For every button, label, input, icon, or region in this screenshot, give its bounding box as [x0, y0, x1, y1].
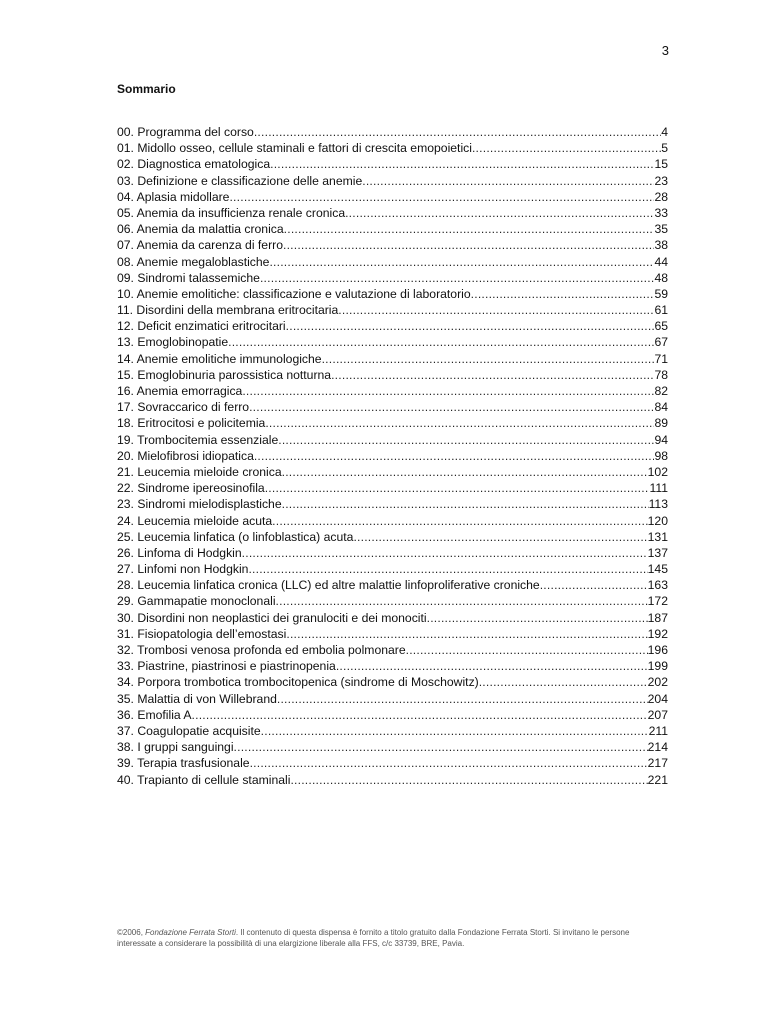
- footer-note: [117, 927, 662, 949]
- toc-entry[interactable]: [117, 610, 668, 626]
- toc-entry-title: 33. Piastrine, piastrinosi e piastrinopenia: [117, 659, 336, 674]
- toc-entry[interactable]: [117, 399, 668, 415]
- toc-dot-leader: [192, 707, 648, 723]
- toc-entry[interactable]: [117, 415, 668, 431]
- toc-dot-leader: [254, 124, 661, 140]
- toc-entry-page: 204: [647, 691, 668, 706]
- toc-dot-leader: [250, 755, 648, 771]
- toc-entry-page: 67: [654, 335, 668, 350]
- toc-entry-title: 35. Malattia di von Willebrand: [117, 691, 277, 706]
- toc-entry-page: 82: [654, 384, 668, 398]
- toc-entry-page: 59: [654, 286, 668, 301]
- toc-entry-title: 25. Leucemia linfatica (o linfoblastica) acuta: [117, 529, 354, 544]
- toc-entry-title: 30. Disordini non neoplastici dei granulociti e dei monociti: [117, 610, 427, 625]
- toc-entry-title: 15. Emoglobinuria parossistica notturna: [117, 367, 332, 382]
- toc-entry[interactable]: [117, 642, 668, 658]
- toc-entry[interactable]: [117, 286, 668, 302]
- toc-dot-leader: [345, 205, 654, 221]
- toc-entry-page: 111: [649, 481, 668, 496]
- toc-entry-title: 19. Trombocitemia essenziale: [117, 432, 279, 447]
- toc-entry-title: 14. Anemie emolitiche immunologiche: [117, 351, 322, 366]
- toc-dot-leader: [242, 545, 648, 561]
- toc-entry-title: 04. Aplasia midollare: [117, 189, 230, 204]
- toc-entry-page: 4: [661, 125, 668, 139]
- toc-entry-page: 78: [654, 367, 668, 382]
- toc-dot-leader: [331, 367, 654, 383]
- toc-entry[interactable]: [117, 577, 668, 593]
- toc-entry-title: 40. Trapianto di cellule staminali: [117, 772, 291, 787]
- toc-entry-page: 71: [654, 351, 668, 366]
- toc-entry-page: 120: [647, 513, 668, 528]
- toc-entry-title: 32. Trombosi venosa profonda ed embolia polmonare: [117, 643, 406, 657]
- toc-dot-leader: [270, 156, 654, 172]
- toc-entry-page: 38: [654, 238, 668, 253]
- toc-entry-title: 23. Sindromi mielodisplastiche: [117, 497, 282, 512]
- toc-entry-page: 23: [654, 173, 668, 188]
- footer-text: . Il contenuto di questa dispensa è fornito a titolo gratuito dalla Fondazione Ferrata Storti. Si invitano le persone interessate a considerare la possibilità di una elargizione liberale alla FFS, c/c 33739, BRE, Pavia.: [117, 928, 630, 948]
- toc-entry-page: 221: [647, 772, 668, 787]
- toc-entry-title: 13. Emoglobinopatie: [117, 335, 229, 350]
- toc-entry-page: 113: [648, 497, 668, 512]
- toc-entry[interactable]: [117, 237, 668, 253]
- toc-entry[interactable]: [117, 334, 668, 350]
- toc-entry[interactable]: [117, 513, 668, 529]
- toc-dot-leader: [228, 334, 654, 350]
- footer-organization: Fondazione Ferrata Storti: [145, 928, 236, 937]
- toc-dot-leader: [336, 658, 648, 674]
- toc-entry-title: 22. Sindrome ipereosinofila: [117, 481, 265, 496]
- toc-entry[interactable]: [117, 156, 668, 172]
- toc-dot-leader: [427, 610, 648, 626]
- toc-entry-page: 172: [647, 594, 668, 609]
- toc-dot-leader: [265, 415, 654, 431]
- toc-entry-page: 84: [654, 400, 668, 415]
- toc-entry-page: 102: [647, 464, 668, 479]
- toc-dot-leader: [338, 302, 654, 318]
- toc-entry[interactable]: [117, 626, 668, 642]
- toc-dot-leader: [248, 561, 647, 577]
- footer-copyright: ©2006,: [117, 928, 146, 937]
- toc-entry-page: 5: [661, 141, 668, 156]
- toc-entry-page: 211: [648, 723, 668, 738]
- toc-dot-leader: [472, 140, 661, 156]
- toc-entry-title: 31. Fisiopatologia dell’emostasi: [117, 626, 287, 641]
- toc-entry[interactable]: [117, 561, 668, 577]
- toc-entry-title: 12. Deficit enzimatici eritrocitari: [117, 319, 286, 334]
- toc-entry[interactable]: [117, 432, 668, 448]
- toc-entry[interactable]: [117, 140, 668, 156]
- toc-entry[interactable]: [117, 707, 668, 723]
- toc-entry[interactable]: [117, 772, 668, 788]
- toc-dot-leader: [234, 739, 648, 755]
- toc-entry-title: 03. Definizione e classificazione delle anemie: [117, 173, 363, 188]
- toc-entry-page: 33: [654, 205, 668, 220]
- toc-entry-page: 187: [647, 610, 668, 625]
- toc-entry-page: 15: [654, 157, 668, 172]
- toc-dot-leader: [249, 399, 654, 415]
- toc-entry[interactable]: [117, 189, 668, 205]
- toc-entry-page: 89: [654, 416, 668, 431]
- toc-dot-leader: [276, 593, 648, 609]
- toc-dot-leader: [272, 513, 648, 529]
- toc-entry-page: 145: [647, 562, 668, 577]
- toc-entry[interactable]: [117, 755, 668, 771]
- toc-entry-page: 217: [647, 756, 668, 771]
- toc-entry-title: 24. Leucemia mieloide acuta: [117, 513, 273, 528]
- toc-dot-leader: [260, 270, 655, 286]
- toc-entry-title: 18. Eritrocitosi e policitemia: [117, 416, 266, 431]
- toc-entry[interactable]: [117, 723, 668, 739]
- toc-dot-leader: [282, 496, 649, 512]
- toc-entry[interactable]: [117, 270, 668, 286]
- toc-dot-leader: [284, 221, 655, 237]
- toc-entry[interactable]: [117, 254, 668, 270]
- toc-entry-title: 08. Anemie megaloblastiche: [117, 254, 270, 269]
- toc-entry[interactable]: [117, 367, 668, 383]
- toc-dot-leader: [229, 189, 654, 205]
- toc-entry-page: 44: [654, 254, 668, 269]
- toc-entry-page: 131: [647, 529, 668, 544]
- toc-entry-page: 163: [647, 578, 668, 593]
- toc-dot-leader: [286, 318, 655, 334]
- toc-entry[interactable]: [117, 173, 668, 189]
- toc-entry-title: 39. Terapia trasfusionale: [117, 756, 250, 771]
- toc-entry-title: 09. Sindromi talassemiche: [117, 270, 260, 285]
- toc-dot-leader: [290, 772, 647, 788]
- toc-entry[interactable]: [117, 674, 668, 690]
- toc-dot-leader: [353, 529, 647, 545]
- toc-dot-leader: [471, 286, 655, 302]
- toc-entry-title: 10. Anemie emolitiche: classificazione e valutazione di laboratorio: [117, 286, 471, 301]
- toc-entry-title: 02. Diagnostica ematologica: [117, 157, 271, 172]
- toc-entry-title: 11. Disordini della membrana eritrocitaria: [117, 303, 339, 318]
- toc-entry-page: 202: [647, 675, 668, 690]
- toc-entry-page: 94: [654, 432, 668, 447]
- toc-entry[interactable]: [117, 302, 668, 318]
- toc-entry-page: 65: [654, 319, 668, 334]
- toc-entry[interactable]: [117, 318, 668, 334]
- toc-dot-leader: [540, 577, 648, 593]
- toc-entry[interactable]: [117, 593, 668, 609]
- toc-entry-title: 17. Sovraccarico di ferro: [117, 400, 250, 415]
- toc-entry-title: 21. Leucemia mieloide cronica: [117, 464, 282, 479]
- toc-entry-title: 00. Programma del corso: [117, 125, 254, 139]
- toc-entry-title: 01. Midollo osseo, cellule staminali e fattori di crescita emopoietici: [117, 141, 472, 156]
- toc-entry-title: 34. Porpora trombotica trombocitopenica (sindrome di Moschowitz): [117, 675, 479, 690]
- toc-dot-leader: [286, 626, 647, 642]
- toc-entry-title: 28. Leucemia linfatica cronica (LLC) ed altre malattie linfoproliferative croniche: [117, 578, 540, 593]
- toc-entry[interactable]: [117, 691, 668, 707]
- toc-entry-page: 48: [654, 270, 668, 285]
- toc-entry-title: 36. Emofilia A: [117, 707, 192, 722]
- toc-dot-leader: [283, 237, 654, 253]
- toc-dot-leader: [277, 691, 648, 707]
- toc-dot-leader: [261, 723, 649, 739]
- toc-dot-leader: [254, 448, 655, 464]
- toc-entry-page: 61: [654, 303, 668, 318]
- toc-title: Sommario: [117, 82, 176, 96]
- toc-dot-leader: [479, 674, 648, 690]
- toc-entry[interactable]: [117, 739, 668, 755]
- toc-entry-page: 214: [647, 740, 668, 755]
- toc-entry-title: 05. Anemia da insufficienza renale cronica: [117, 205, 346, 220]
- toc-entry[interactable]: [117, 496, 668, 512]
- toc-dot-leader: [282, 464, 648, 480]
- toc-entry-title: 27. Linfomi non Hodgkin: [117, 562, 249, 577]
- toc-entry[interactable]: [117, 448, 668, 464]
- toc-dot-leader: [265, 480, 650, 496]
- toc-dot-leader: [322, 351, 655, 367]
- toc-entry[interactable]: [117, 221, 668, 237]
- toc-entry-title: 37. Coagulopatie acquisite: [117, 723, 261, 738]
- toc-entry[interactable]: [117, 205, 668, 221]
- toc-entry[interactable]: [117, 529, 668, 545]
- toc-dot-leader: [362, 173, 654, 189]
- toc-entry-page: 192: [647, 626, 668, 641]
- toc-entry-title: 07. Anemia da carenza di ferro: [117, 238, 283, 253]
- toc-entry[interactable]: [117, 658, 668, 674]
- page-number: 3: [661, 43, 669, 58]
- toc-dot-leader: [278, 432, 654, 448]
- toc-entry-title: 26. Linfoma di Hodgkin: [117, 545, 242, 560]
- toc-entry-title: 38. I gruppi sanguingi: [117, 740, 234, 755]
- toc-dot-leader: [269, 254, 654, 270]
- toc-entry-page: 199: [647, 659, 668, 674]
- toc-entry-title: 29. Gammapatie monoclonali: [117, 594, 276, 609]
- toc-entry-page: 28: [654, 189, 668, 204]
- toc-entry[interactable]: [117, 383, 668, 399]
- toc-entry-title: 06. Anemia da malattia cronica: [117, 222, 284, 237]
- toc-entry-page: 137: [647, 545, 668, 560]
- toc-entry[interactable]: [117, 480, 668, 496]
- table-of-contents: [117, 124, 668, 788]
- toc-entry-page: 207: [647, 707, 668, 722]
- toc-entry[interactable]: [117, 124, 668, 140]
- toc-entry[interactable]: [117, 464, 668, 480]
- toc-dot-leader: [406, 642, 648, 658]
- toc-entry-page: 196: [647, 643, 668, 657]
- toc-dot-leader: [242, 383, 654, 399]
- toc-entry[interactable]: [117, 351, 668, 367]
- toc-entry-title: 20. Mielofibrosi idiopatica: [117, 448, 254, 463]
- toc-entry-title: 16. Anemia emorragica: [117, 384, 243, 398]
- toc-entry-page: 98: [654, 448, 668, 463]
- toc-entry-page: 35: [654, 222, 668, 237]
- toc-entry[interactable]: [117, 545, 668, 561]
